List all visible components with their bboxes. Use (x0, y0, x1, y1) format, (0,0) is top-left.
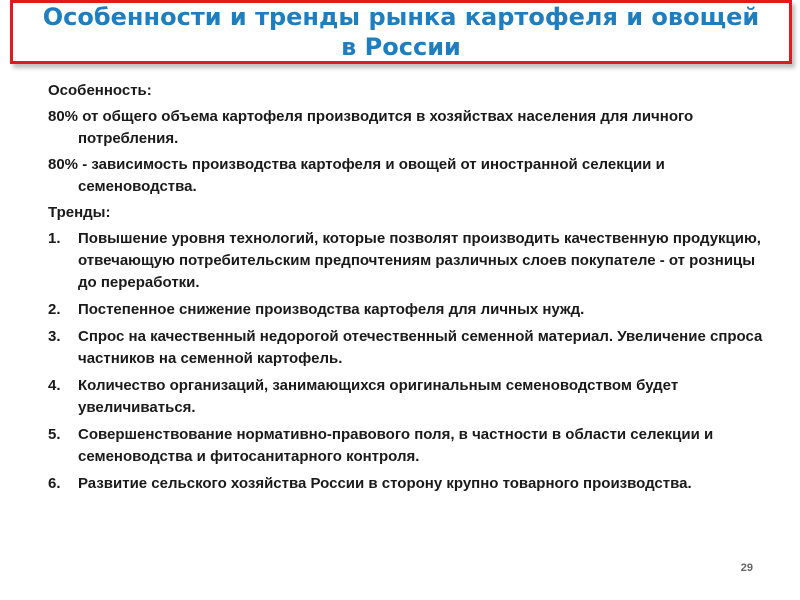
page-number: 29 (740, 562, 753, 574)
feature-item: 80% от общего объема картофеля производится в хозяйствах населения для личного потребления. (48, 108, 694, 147)
trend-number: 4. (48, 377, 61, 394)
slide-content (48, 80, 763, 500)
trend-number: 2. (48, 301, 61, 318)
trend-text: Совершенствование нормативно-правового поля, в частности в области селекции и семеноводства и фитосанитарного контроля. (78, 426, 714, 465)
trend-item (48, 424, 763, 468)
feature-item: 80% - зависимость производства картофеля и овощей от иностранной селекции и семеноводства. (48, 156, 665, 195)
trend-text: Постепенное снижение производства картофеля для личных нужд. (78, 301, 585, 318)
trend-text: Развитие сельского хозяйства России в сторону крупно товарного производства. (78, 475, 692, 492)
trend-item (48, 326, 763, 370)
trend-number: 5. (48, 426, 61, 443)
slide-title: Особенности и тренды рынка картофеля и овощей в России (42, 3, 760, 61)
trend-number: 3. (48, 328, 61, 345)
trend-item (48, 473, 763, 495)
trend-number: 6. (48, 475, 61, 492)
trend-text: Количество организаций, занимающихся оригинальным семеноводством будет увеличиваться. (78, 377, 679, 416)
trend-item (48, 299, 763, 321)
trend-text: Спрос на качественный недорогой отечественный семенной материал. Увеличение спроса частников на семенной картофель. (78, 328, 763, 367)
title-box (10, 0, 792, 64)
features-heading: Особенность: (48, 82, 152, 99)
trends-heading: Тренды: (48, 204, 111, 221)
trend-number: 1. (48, 230, 61, 247)
trend-item (48, 228, 763, 294)
trend-item (48, 375, 763, 419)
trend-text: Повышение уровня технологий, которые позволят производить качественную продукцию, отвечающую потребительским предпочтениям различных слоев покупателе - от розницы до переработки. (78, 230, 761, 291)
trends-list (48, 228, 763, 495)
